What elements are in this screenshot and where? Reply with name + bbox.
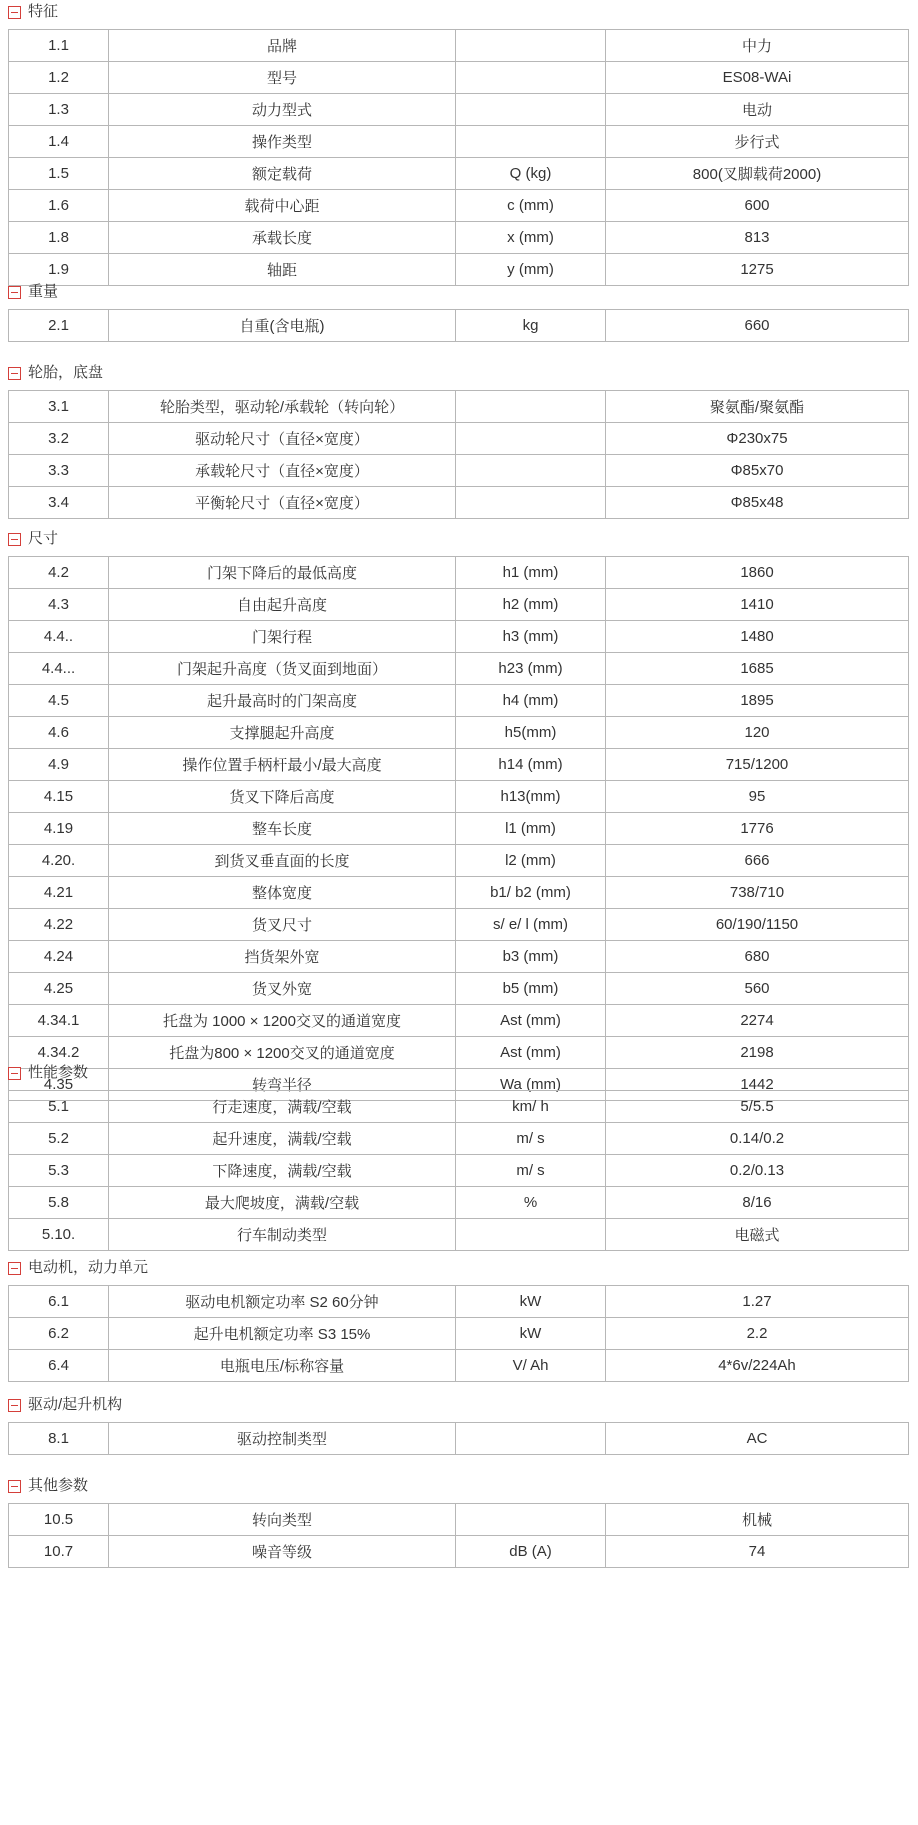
unit-cell: V/ Ah [456, 1350, 606, 1382]
value-cell: ES08-WAi [606, 62, 909, 94]
unit-cell: h4 (mm) [456, 685, 606, 717]
parameter-name-cell: 转弯半径 [109, 1069, 456, 1101]
value-cell: 666 [606, 845, 909, 877]
table-row [9, 487, 909, 519]
value-cell: 8/16 [606, 1187, 909, 1219]
parameter-name-cell: 承载长度 [109, 222, 456, 254]
table-row [9, 1423, 909, 1455]
item-number-cell: 8.1 [9, 1423, 109, 1455]
parameter-name-cell: 品牌 [109, 30, 456, 62]
unit-cell: Ast (mm) [456, 1037, 606, 1069]
section-header[interactable] [0, 1393, 918, 1417]
section-title: 重量 [28, 283, 59, 300]
collapse-minus-icon[interactable] [8, 6, 21, 19]
parameter-name-cell: 轴距 [109, 254, 456, 286]
value-cell: 2.2 [606, 1318, 909, 1350]
item-number-cell: 3.2 [9, 423, 109, 455]
item-number-cell: 1.3 [9, 94, 109, 126]
table-row [9, 1318, 909, 1350]
unit-cell: Wa (mm) [456, 1069, 606, 1101]
parameter-name-cell: 自由起升高度 [109, 589, 456, 621]
item-number-cell: 6.2 [9, 1318, 109, 1350]
value-cell: 800(叉脚载荷2000) [606, 158, 909, 190]
item-number-cell: 10.5 [9, 1504, 109, 1536]
parameter-name-cell: 托盘为 1000 × 1200交叉的通道宽度 [109, 1005, 456, 1037]
table-row [9, 685, 909, 717]
table-row [9, 30, 909, 62]
spec-table [8, 309, 909, 342]
unit-cell: % [456, 1187, 606, 1219]
unit-cell [456, 94, 606, 126]
value-cell: Φ85x70 [606, 455, 909, 487]
unit-cell: h14 (mm) [456, 749, 606, 781]
table-row [9, 1350, 909, 1382]
unit-cell: h1 (mm) [456, 557, 606, 589]
unit-cell [456, 126, 606, 158]
table-row [9, 621, 909, 653]
value-cell: 4*6v/224Ah [606, 1350, 909, 1382]
section-header[interactable] [0, 0, 918, 24]
spec-section [0, 0, 918, 279]
unit-cell [456, 423, 606, 455]
section-header[interactable] [0, 1474, 918, 1498]
item-number-cell: 5.2 [9, 1123, 109, 1155]
section-title: 驱动/起升机构 [28, 1396, 123, 1413]
table-row [9, 1123, 909, 1155]
value-cell: 60/190/1150 [606, 909, 909, 941]
item-number-cell: 4.15 [9, 781, 109, 813]
spec-table [8, 1503, 909, 1568]
value-cell: 1776 [606, 813, 909, 845]
item-number-cell: 2.1 [9, 310, 109, 342]
parameter-name-cell: 操作类型 [109, 126, 456, 158]
parameter-name-cell: 到货叉垂直面的长度 [109, 845, 456, 877]
value-cell: 1895 [606, 685, 909, 717]
value-cell: 680 [606, 941, 909, 973]
item-number-cell: 10.7 [9, 1536, 109, 1568]
unit-cell: c (mm) [456, 190, 606, 222]
item-number-cell: 5.8 [9, 1187, 109, 1219]
unit-cell: h23 (mm) [456, 653, 606, 685]
unit-cell: m/ s [456, 1155, 606, 1187]
value-cell: 715/1200 [606, 749, 909, 781]
unit-cell: b5 (mm) [456, 973, 606, 1005]
value-cell: 660 [606, 310, 909, 342]
collapse-minus-icon[interactable] [8, 1262, 21, 1275]
section-header[interactable] [0, 361, 918, 385]
table-row [9, 126, 909, 158]
item-number-cell: 5.1 [9, 1091, 109, 1123]
item-number-cell: 3.1 [9, 391, 109, 423]
item-number-cell: 4.34.1 [9, 1005, 109, 1037]
unit-cell: h2 (mm) [456, 589, 606, 621]
spec-table [8, 1090, 909, 1251]
parameter-name-cell: 驱动轮尺寸（直径×宽度） [109, 423, 456, 455]
unit-cell: Q (kg) [456, 158, 606, 190]
table-row [9, 94, 909, 126]
value-cell: Φ85x48 [606, 487, 909, 519]
table-row [9, 158, 909, 190]
unit-cell: l2 (mm) [456, 845, 606, 877]
item-number-cell: 1.1 [9, 30, 109, 62]
value-cell: AC [606, 1423, 909, 1455]
parameter-name-cell: 自重(含电瓶) [109, 310, 456, 342]
table-row [9, 781, 909, 813]
section-header[interactable] [0, 1256, 918, 1280]
item-number-cell: 6.1 [9, 1286, 109, 1318]
unit-cell: kW [456, 1318, 606, 1350]
item-number-cell: 4.9 [9, 749, 109, 781]
table-row [9, 391, 909, 423]
item-number-cell: 4.5 [9, 685, 109, 717]
unit-cell: b3 (mm) [456, 941, 606, 973]
value-cell: 聚氨酯/聚氨酯 [606, 391, 909, 423]
unit-cell: Ast (mm) [456, 1005, 606, 1037]
section-header[interactable] [0, 280, 918, 304]
collapse-minus-icon[interactable] [8, 1067, 21, 1080]
item-number-cell: 3.3 [9, 455, 109, 487]
value-cell: 1685 [606, 653, 909, 685]
parameter-name-cell: 货叉下降后高度 [109, 781, 456, 813]
value-cell: 560 [606, 973, 909, 1005]
item-number-cell: 1.9 [9, 254, 109, 286]
parameter-name-cell: 下降速度，满载/空载 [109, 1155, 456, 1187]
item-number-cell: 4.6 [9, 717, 109, 749]
parameter-name-cell: 轮胎类型，驱动轮/承载轮（转向轮） [109, 391, 456, 423]
spec-section [0, 1393, 918, 1448]
parameter-name-cell: 噪音等级 [109, 1536, 456, 1568]
item-number-cell: 4.20. [9, 845, 109, 877]
section-title: 电动机，动力单元 [28, 1259, 149, 1276]
item-number-cell: 1.2 [9, 62, 109, 94]
table-row [9, 909, 909, 941]
item-number-cell: 4.4.. [9, 621, 109, 653]
item-number-cell: 1.6 [9, 190, 109, 222]
table-row [9, 717, 909, 749]
value-cell: 1275 [606, 254, 909, 286]
table-row [9, 557, 909, 589]
table-row [9, 222, 909, 254]
table-row [9, 589, 909, 621]
unit-cell: s/ e/ l (mm) [456, 909, 606, 941]
value-cell: 1.27 [606, 1286, 909, 1318]
table-row [9, 455, 909, 487]
item-number-cell: 4.21 [9, 877, 109, 909]
table-row [9, 941, 909, 973]
table-row [9, 310, 909, 342]
value-cell: 电磁式 [606, 1219, 909, 1251]
value-cell: 120 [606, 717, 909, 749]
unit-cell [456, 62, 606, 94]
parameter-name-cell: 最大爬坡度，满载/空载 [109, 1187, 456, 1219]
parameter-name-cell: 驱动电机额定功率 S2 60分钟 [109, 1286, 456, 1318]
parameter-name-cell: 门架下降后的最低高度 [109, 557, 456, 589]
spec-section [0, 280, 918, 335]
table-row [9, 845, 909, 877]
collapse-minus-icon[interactable] [8, 367, 21, 380]
item-number-cell: 3.4 [9, 487, 109, 519]
table-row [9, 1187, 909, 1219]
unit-cell: x (mm) [456, 222, 606, 254]
parameter-name-cell: 起升最高时的门架高度 [109, 685, 456, 717]
item-number-cell: 4.2 [9, 557, 109, 589]
collapse-minus-icon[interactable] [8, 533, 21, 546]
section-header[interactable] [0, 527, 918, 551]
parameter-name-cell: 挡货架外宽 [109, 941, 456, 973]
unit-cell: km/ h [456, 1091, 606, 1123]
parameter-name-cell: 货叉尺寸 [109, 909, 456, 941]
collapse-minus-icon[interactable] [8, 1399, 21, 1412]
item-number-cell: 1.4 [9, 126, 109, 158]
unit-cell: y (mm) [456, 254, 606, 286]
unit-cell [456, 1504, 606, 1536]
unit-cell [456, 487, 606, 519]
parameter-name-cell: 行车制动类型 [109, 1219, 456, 1251]
unit-cell: dB (A) [456, 1536, 606, 1568]
table-row [9, 1091, 909, 1123]
unit-cell [456, 1219, 606, 1251]
parameter-name-cell: 载荷中心距 [109, 190, 456, 222]
table-row [9, 1504, 909, 1536]
spec-table [8, 1285, 909, 1382]
table-row [9, 813, 909, 845]
parameter-name-cell: 电瓶电压/标称容量 [109, 1350, 456, 1382]
parameter-name-cell: 操作位置手柄杆最小/最大高度 [109, 749, 456, 781]
spec-table [8, 29, 909, 286]
section-title: 轮胎，底盘 [28, 364, 104, 381]
value-cell: 1860 [606, 557, 909, 589]
item-number-cell: 4.35 [9, 1069, 109, 1101]
unit-cell [456, 391, 606, 423]
parameter-name-cell: 门架起升高度（货叉面到地面） [109, 653, 456, 685]
spec-section [0, 361, 918, 512]
table-row [9, 1155, 909, 1187]
spec-section [0, 1256, 918, 1375]
value-cell: 74 [606, 1536, 909, 1568]
parameter-name-cell: 托盘为800 × 1200交叉的通道宽度 [109, 1037, 456, 1069]
value-cell: 1480 [606, 621, 909, 653]
spec-table [8, 556, 909, 1101]
value-cell: 813 [606, 222, 909, 254]
item-number-cell: 4.22 [9, 909, 109, 941]
parameter-name-cell: 门架行程 [109, 621, 456, 653]
unit-cell [456, 455, 606, 487]
table-row [9, 653, 909, 685]
value-cell: 机械 [606, 1504, 909, 1536]
table-row [9, 877, 909, 909]
value-cell: 中力 [606, 30, 909, 62]
section-title: 特征 [28, 3, 59, 20]
parameter-name-cell: 型号 [109, 62, 456, 94]
item-number-cell: 4.3 [9, 589, 109, 621]
value-cell: 5/5.5 [606, 1091, 909, 1123]
table-row [9, 62, 909, 94]
parameter-name-cell: 平衡轮尺寸（直径×宽度） [109, 487, 456, 519]
section-title: 其他参数 [28, 1477, 89, 1494]
section-header[interactable] [0, 1061, 918, 1085]
value-cell: 1410 [606, 589, 909, 621]
unit-cell: kW [456, 1286, 606, 1318]
item-number-cell: 6.4 [9, 1350, 109, 1382]
value-cell: 0.2/0.13 [606, 1155, 909, 1187]
collapse-minus-icon[interactable] [8, 286, 21, 299]
value-cell: 738/710 [606, 877, 909, 909]
value-cell: 95 [606, 781, 909, 813]
unit-cell: kg [456, 310, 606, 342]
table-row [9, 973, 909, 1005]
value-cell: 电动 [606, 94, 909, 126]
table-row [9, 1536, 909, 1568]
table-row [9, 423, 909, 455]
value-cell: 600 [606, 190, 909, 222]
parameter-name-cell: 货叉外宽 [109, 973, 456, 1005]
table-row [9, 1219, 909, 1251]
section-title: 尺寸 [28, 530, 59, 547]
parameter-name-cell: 整体宽度 [109, 877, 456, 909]
unit-cell: m/ s [456, 1123, 606, 1155]
parameter-name-cell: 驱动控制类型 [109, 1423, 456, 1455]
item-number-cell: 4.24 [9, 941, 109, 973]
value-cell: 1442 [606, 1069, 909, 1101]
parameter-name-cell: 行走速度，满载/空载 [109, 1091, 456, 1123]
item-number-cell: 4.19 [9, 813, 109, 845]
item-number-cell: 5.3 [9, 1155, 109, 1187]
parameter-name-cell: 支撑腿起升高度 [109, 717, 456, 749]
spec-table [8, 1422, 909, 1455]
item-number-cell: 1.8 [9, 222, 109, 254]
value-cell: Φ230x75 [606, 423, 909, 455]
value-cell: 步行式 [606, 126, 909, 158]
parameter-name-cell: 起升电机额定功率 S3 15% [109, 1318, 456, 1350]
spec-table [8, 390, 909, 519]
unit-cell [456, 1423, 606, 1455]
unit-cell: h13(mm) [456, 781, 606, 813]
table-row [9, 1005, 909, 1037]
item-number-cell: 4.4... [9, 653, 109, 685]
table-row [9, 190, 909, 222]
collapse-minus-icon[interactable] [8, 1480, 21, 1493]
item-number-cell: 4.25 [9, 973, 109, 1005]
unit-cell: h5(mm) [456, 717, 606, 749]
unit-cell: l1 (mm) [456, 813, 606, 845]
value-cell: 2274 [606, 1005, 909, 1037]
section-title: 性能参数 [28, 1064, 89, 1081]
value-cell: 0.14/0.2 [606, 1123, 909, 1155]
table-row [9, 749, 909, 781]
item-number-cell: 4.34.2 [9, 1037, 109, 1069]
parameter-name-cell: 整车长度 [109, 813, 456, 845]
unit-cell: b1/ b2 (mm) [456, 877, 606, 909]
item-number-cell: 5.10. [9, 1219, 109, 1251]
table-row [9, 1286, 909, 1318]
parameter-name-cell: 承载轮尺寸（直径×宽度） [109, 455, 456, 487]
parameter-name-cell: 动力型式 [109, 94, 456, 126]
item-number-cell: 1.5 [9, 158, 109, 190]
unit-cell [456, 30, 606, 62]
unit-cell: h3 (mm) [456, 621, 606, 653]
parameter-name-cell: 额定载荷 [109, 158, 456, 190]
parameter-name-cell: 转向类型 [109, 1504, 456, 1536]
value-cell: 2198 [606, 1037, 909, 1069]
spec-section [0, 1474, 918, 1561]
parameter-name-cell: 起升速度，满载/空载 [109, 1123, 456, 1155]
